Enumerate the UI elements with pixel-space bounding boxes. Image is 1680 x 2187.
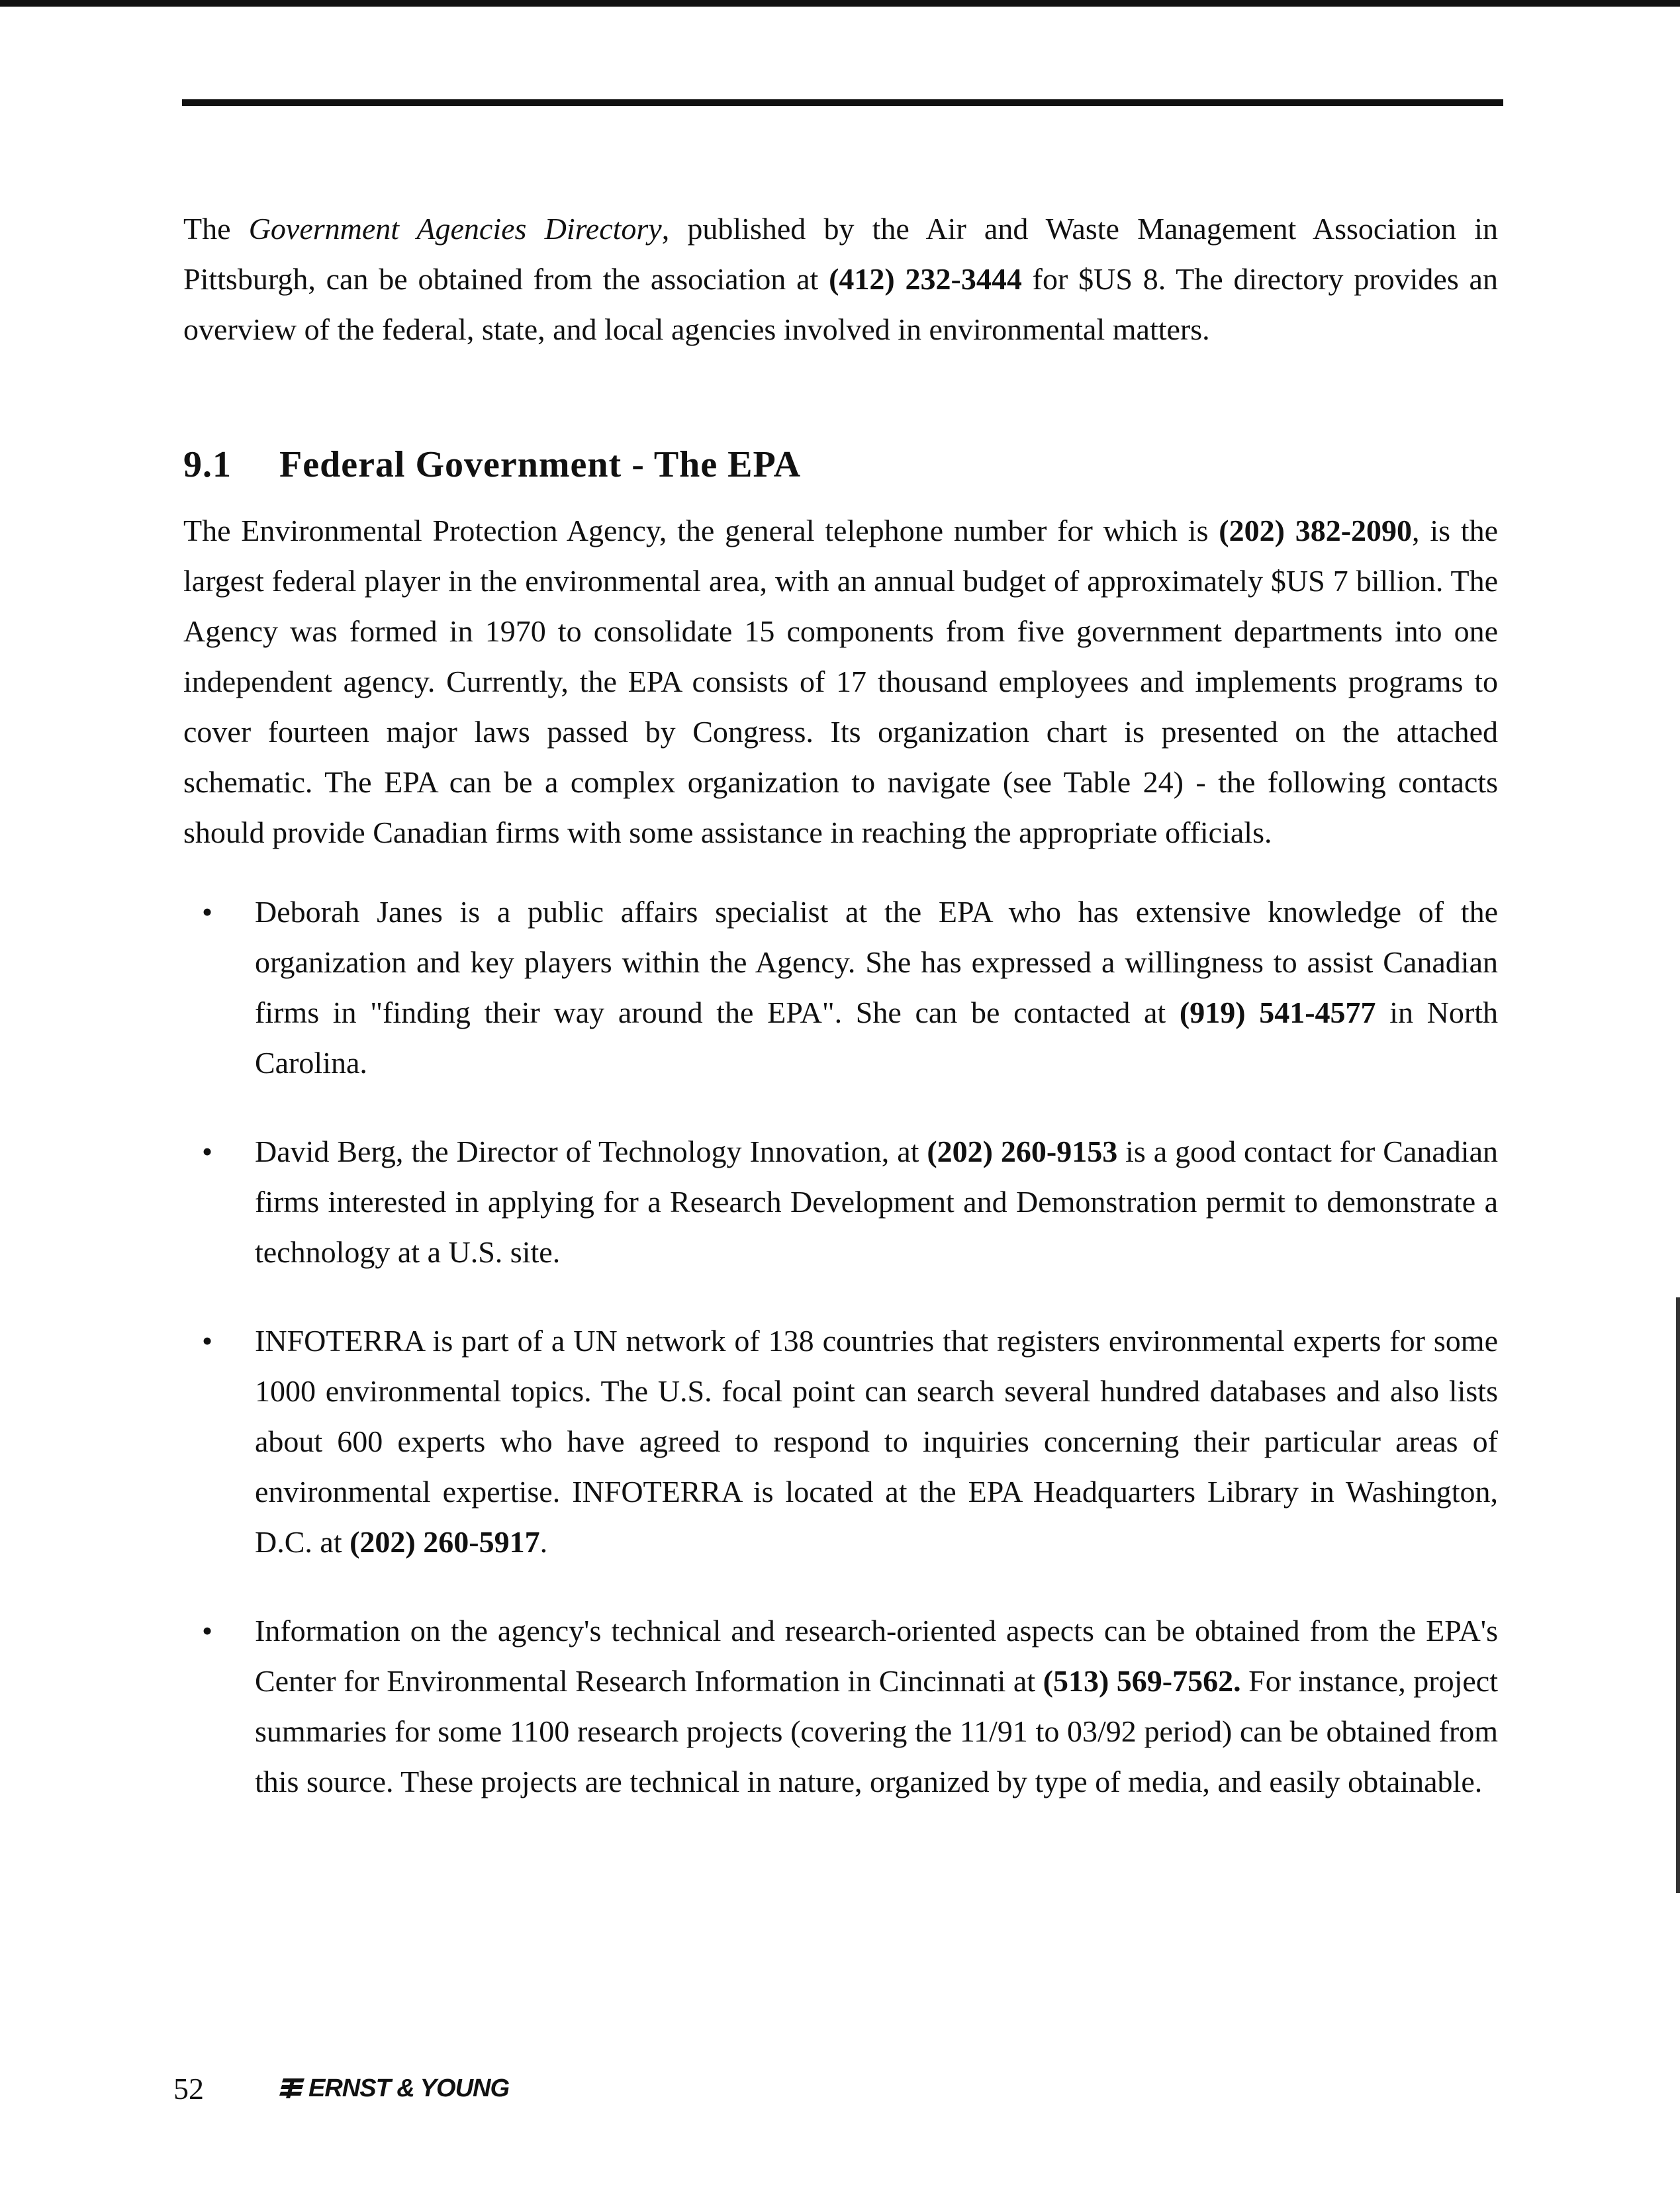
list-item-phone: (919) 541-4577 bbox=[1179, 996, 1376, 1029]
list-item-text-post: is a good contact for Canadian firms interested in applying for a Research Development and Demonstration permit to demonstrate a technology at a U.S. site. bbox=[255, 1135, 1498, 1269]
list-item bbox=[183, 1606, 1498, 1807]
section-title: Federal Government - The EPA bbox=[279, 444, 802, 485]
list-item-text-pre: Information on the agency's technical and research-oriented aspects can be obtained from the EPA's Center for Environmental Research Information in Cincinnati at bbox=[255, 1614, 1498, 1698]
logo-text: ERNST & YOUNG bbox=[308, 2074, 510, 2102]
scan-edge-right bbox=[1676, 1297, 1680, 1893]
section-number: 9.1 bbox=[183, 444, 232, 485]
list-item-phone: (202) 260-9153 bbox=[927, 1135, 1118, 1168]
bullet-icon: • bbox=[202, 1135, 213, 1168]
section-heading bbox=[183, 438, 1498, 491]
scan-edge-top bbox=[0, 0, 1680, 7]
intro-text-post: for $US 8. The directory provides an overview of the federal, state, and local agencies involved in environmental matters. bbox=[183, 262, 1498, 346]
company-logo bbox=[279, 2074, 509, 2103]
ernst-young-mark-icon bbox=[279, 2077, 306, 2100]
intro-phone: (412) 232-3444 bbox=[829, 262, 1022, 296]
list-item bbox=[183, 1316, 1498, 1567]
list-item-phone: (513) 569-7562. bbox=[1043, 1664, 1241, 1698]
list-item-text-post: in North Carolina. bbox=[255, 996, 1498, 1080]
header-rule bbox=[182, 99, 1503, 106]
bullet-icon: • bbox=[202, 1614, 213, 1648]
page-footer bbox=[173, 2065, 509, 2112]
list-item bbox=[183, 1127, 1498, 1278]
list-item-text-pre: David Berg, the Director of Technology Innovation, at bbox=[255, 1135, 927, 1168]
list-item bbox=[183, 887, 1498, 1088]
page-number: 52 bbox=[173, 2071, 204, 2106]
intro-text-pre: The bbox=[183, 212, 249, 246]
intro-paragraph bbox=[183, 204, 1498, 355]
list-item-text-pre: INFOTERRA is part of a UN network of 138 countries that registers environmental experts for some 1000 environmental topics. The U.S. focal point can search several hundred databases and also lists about 600 experts who have agreed to respond to inquiries concerning their particular areas of environmental expertise. INFOTERRA is located at the EPA Headquarters Library in Washington, D.C. at bbox=[255, 1324, 1498, 1559]
bullet-icon: • bbox=[202, 895, 213, 929]
list-item-text-pre: Deborah Janes is a public affairs specialist at the EPA who has extensive knowledge of the organization and key players within the Agency. She has expressed a willingness to assist Canadian firms in "finding their way around the EPA". She can be contacted at bbox=[255, 895, 1498, 1029]
contact-list bbox=[183, 887, 1498, 1807]
list-item-phone: (202) 260-5917 bbox=[350, 1525, 540, 1559]
intro-text-mid: , published by the Air and Waste Management Association in Pittsburgh, can be obtained from the association at bbox=[183, 212, 1499, 296]
directory-title: Government Agencies Directory bbox=[248, 212, 662, 246]
epa-phone: (202) 382-2090 bbox=[1219, 514, 1413, 547]
list-item-text-post: . bbox=[539, 1525, 548, 1559]
page-content bbox=[183, 204, 1498, 1807]
bullet-icon: • bbox=[202, 1324, 213, 1358]
epa-text-post: , is the largest federal player in the environmental area, with an annual budget of approximately $US 7 billion. The Agency was formed in 1970 to consolidate 15 components from five government departments into one independent agency. Currently, the EPA consists of 17 thousand employees and implements programs to cover fourteen major laws passed by Congress. Its organization chart is presented on the attached schematic. The EPA can be a complex organization to navigate (see Table 24) - the following contacts should provide Canadian firms with some assistance in reaching the appropriate officials. bbox=[183, 514, 1498, 849]
epa-paragraph bbox=[183, 506, 1498, 858]
epa-text-pre: The Environmental Protection Agency, the general telephone number for which is bbox=[183, 514, 1219, 547]
list-item-text-post: For instance, project summaries for some 1100 research projects (covering the 11/91 to 03/92 period) can be obtained from this source. These projects are technical in nature, organized by type of media, and easily obtainable. bbox=[255, 1664, 1498, 1798]
